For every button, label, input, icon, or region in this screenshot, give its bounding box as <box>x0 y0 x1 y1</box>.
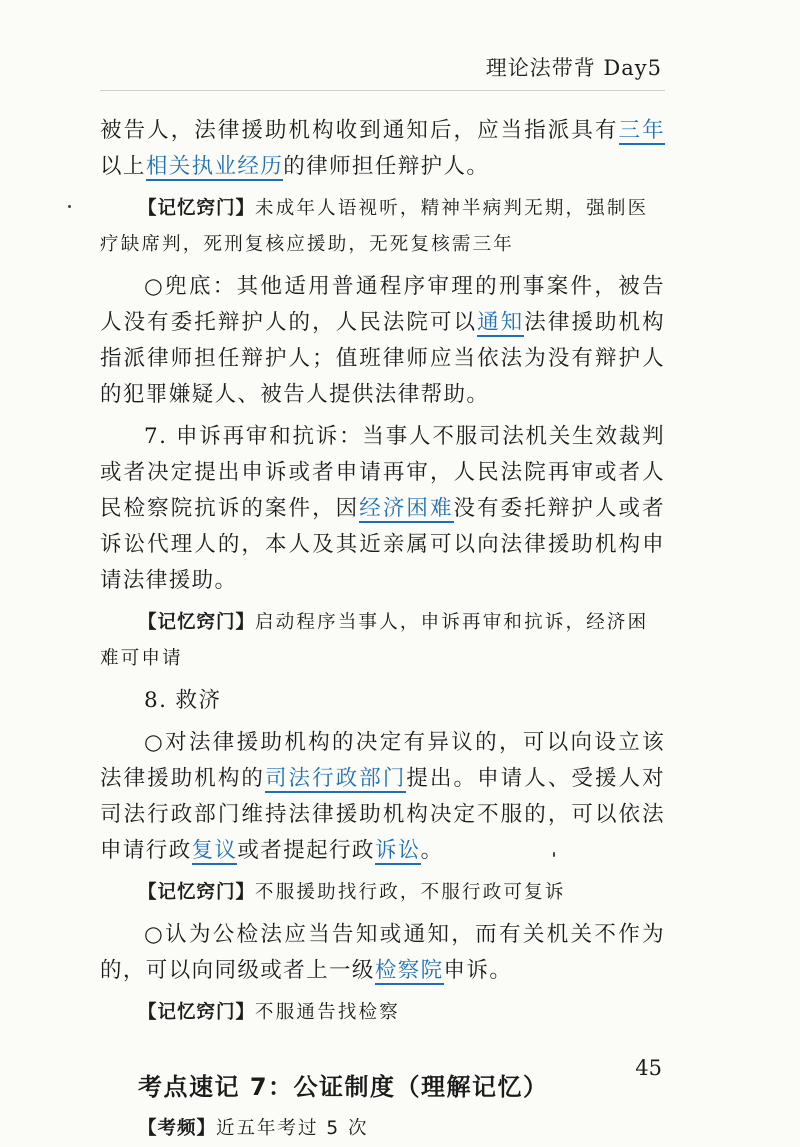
keyword-judicial-admin: 司法行政部门 <box>264 766 407 791</box>
paragraph-appeal-retrial <box>100 419 665 599</box>
paragraph-defense-lawyer <box>100 113 665 185</box>
scan-speck <box>68 205 71 208</box>
memory-tip-text: 不服援助找行政，不服行政可复诉 <box>255 882 566 903</box>
frequency-text: 近五年考过 5 次 <box>216 1118 369 1139</box>
memory-tip-text: 不服通告找检察 <box>255 1002 400 1023</box>
keyword-notify: 通知 <box>477 310 525 335</box>
memory-tip-label: 【记忆窍门】 <box>138 1002 256 1023</box>
text-span: 法律援助机构指派律师担任辩护人；值班律师应当依法为没有辩护人的犯罪嫌疑人、被告人提供法律帮助。 <box>100 310 665 407</box>
text-span: 没有委托辩护人或者诉讼代理人的，本人及其近亲属可以向法律援助机构申请法律援助。 <box>100 496 665 593</box>
paragraph-procuratorate <box>100 917 665 989</box>
memory-tip-2 <box>100 605 665 677</box>
page-number: 45 <box>635 1056 662 1080</box>
text-span: 。 <box>420 838 444 863</box>
exam-frequency <box>138 1111 665 1147</box>
keyword-practice-experience: 相关执业经历 <box>145 154 284 179</box>
memory-tip-label: 【记忆窍门】 <box>138 612 256 633</box>
text-span: ○认为公检法应当告知或通知，而有关机关不作为的，可以向同级或者上一级 <box>100 922 665 983</box>
memory-tip-1 <box>100 191 665 263</box>
page-body <box>100 113 665 1147</box>
paragraph-fallback <box>100 269 665 413</box>
keyword-three-years: 三年 <box>618 118 665 143</box>
text-span: ○对法律援助机构的决定有异议的，可以向设立该法律援助机构的 <box>100 730 665 791</box>
header-rule <box>100 90 665 91</box>
text-span: 的律师担任辩护人。 <box>283 154 490 179</box>
memory-tip-label: 【记忆窍门】 <box>138 198 256 219</box>
text-span: 提出。申请人、受援人对司法行政部门维持法律援助机构决定不服的，可以依法申请行政 <box>100 766 665 863</box>
text-span: ○兜底：其他适用普通程序审理的刑事案件，被告人没有委托辩护人的，人民法院可以 <box>100 274 665 335</box>
scan-speck <box>553 852 555 857</box>
text-span: 申诉。 <box>443 958 513 983</box>
memory-tip-4 <box>100 995 665 1031</box>
paragraph-relief-objection <box>100 725 665 869</box>
keyword-financial-difficulty: 经济困难 <box>359 496 454 521</box>
text-span: 以上 <box>100 154 146 179</box>
frequency-label: 【考频】 <box>138 1118 217 1139</box>
keyword-procuratorate: 检察院 <box>374 958 444 983</box>
keyword-litigation: 诉讼 <box>374 838 421 863</box>
text-span: 被告人，法律援助机构收到通知后，应当指派具有 <box>100 118 619 143</box>
text-span: 或者提起行政 <box>237 838 375 863</box>
topic-heading: 考点速记 7：公证制度（理解记忆） <box>138 1073 549 1101</box>
keyword-reconsideration: 复议 <box>191 838 238 863</box>
memory-tip-3 <box>100 875 665 911</box>
memory-tip-label: 【记忆窍门】 <box>138 882 256 903</box>
section-relief-heading: 8. 救济 <box>144 688 222 713</box>
memory-tip-text: 启动程序当事人，申诉再审和抗诉，经济困难可申请 <box>100 612 649 669</box>
text-span: 7. 申诉再审和抗诉：当事人不服司法机关生效裁判或者决定提出申诉或者申请再审，人民法院再审或者人民检察院抗诉的案件，因 <box>100 424 665 521</box>
memory-tip-text: 未成年人语视听，精神半病判无期，强制医疗缺席判，死刑复核应援助，无死复核需三年 <box>100 198 649 255</box>
running-header: 理论法带背 Day5 <box>485 56 662 80</box>
